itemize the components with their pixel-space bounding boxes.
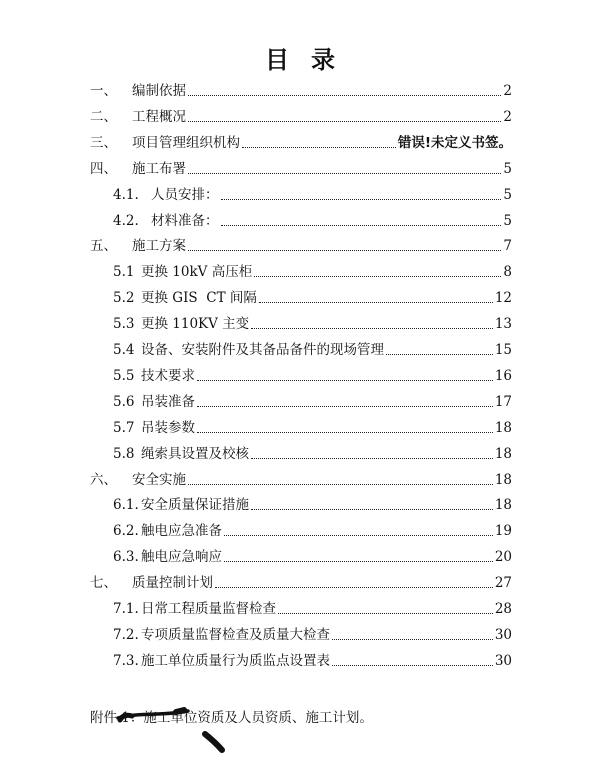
toc-entry-page: 13 [494, 316, 512, 333]
toc-entry-label: 设备、安装附件及其备品备件的现场管理 [141, 342, 384, 358]
toc-leader-dots [224, 535, 493, 536]
toc-entry[interactable] [113, 208, 512, 230]
toc-entry[interactable] [113, 596, 512, 618]
toc-entry-number: 6.2. [113, 523, 139, 540]
toc-leader-dots [197, 432, 493, 433]
toc-entry[interactable] [113, 337, 512, 359]
toc-leader-dots [251, 328, 493, 329]
toc-entry-label: 日常工程质量监督检查 [141, 601, 276, 617]
toc-entry-label: 吊装准备 [141, 393, 195, 410]
toc-entry-label: 编制依据 [132, 83, 186, 99]
toc-leader-dots [188, 95, 501, 96]
toc-entry[interactable] [90, 78, 512, 100]
toc-entry-label: 专项质量监督检查及质量大检查 [141, 626, 330, 643]
toc-leader-dots [188, 250, 501, 251]
toc-entry-label: 触电应急准备 [141, 523, 222, 540]
toc-entry[interactable] [113, 518, 512, 540]
toc-entry[interactable] [90, 570, 512, 592]
toc-entry-label: 更换 110KV 主变 [141, 316, 250, 333]
toc-entry-number: 5.5 [113, 367, 135, 384]
toc-entry[interactable] [113, 622, 512, 644]
toc-entry-label: 施工方案 [132, 238, 186, 255]
toc-leader-dots [386, 354, 493, 355]
toc-entry-label: 绳索具设置及校核 [141, 445, 249, 462]
toc-entry[interactable] [90, 467, 512, 489]
toc-leader-dots [188, 121, 501, 122]
toc-leader-dots [215, 587, 493, 588]
toc-leader-dots [188, 173, 501, 174]
toc-leader-dots [224, 561, 493, 562]
toc-entry[interactable] [113, 441, 512, 463]
toc-entry[interactable] [90, 104, 512, 126]
toc-entry[interactable] [113, 648, 512, 670]
toc-entry-number: 七、 [90, 575, 117, 592]
appendix-line: 附件 1：施工单位资质及人员资质、施工计划。 [90, 710, 373, 726]
toc-entry[interactable] [90, 233, 512, 255]
toc-entry-label: 更换 10kV 高压柜 [141, 264, 253, 281]
toc-entry[interactable] [113, 492, 512, 514]
toc-leader-dots [197, 380, 493, 381]
toc-entry-page: 18 [494, 471, 512, 488]
toc-entry-number: 4.1. [113, 186, 139, 203]
toc-leader-dots [221, 199, 502, 200]
toc-entry-number: 五、 [90, 238, 117, 255]
toc-entry-page: 15 [494, 342, 512, 358]
toc-entry-label: 更换 GIS CT 间隔 [141, 290, 257, 307]
toc-entry-page: 2 [503, 108, 512, 125]
toc-leader-dots [188, 484, 493, 485]
toc-entry[interactable] [113, 363, 512, 385]
toc-entry-page: 18 [494, 497, 512, 514]
toc-entry-number: 5.3 [113, 316, 135, 333]
toc-entry-number: 5.6 [113, 393, 135, 410]
toc-entry-page: 28 [494, 601, 512, 617]
toc-title: 目录 [265, 45, 357, 74]
toc-entry[interactable] [113, 182, 512, 204]
toc-entry-number: 5.8 [113, 445, 135, 462]
toc-entry-number: 5.7 [113, 419, 135, 436]
toc-entry-page: 2 [503, 83, 512, 99]
toc-entry-number: 7.1. [113, 601, 139, 617]
toc-entry-error: 错误!未定义书签。 [397, 134, 512, 151]
toc-entry-label: 施工布署 [132, 160, 186, 177]
toc-leader-dots [251, 458, 493, 459]
toc-entry-page: 5 [503, 160, 512, 177]
toc-entry-label: 触电应急响应 [141, 549, 222, 566]
toc-leader-dots [242, 147, 396, 148]
toc-entry[interactable] [113, 389, 512, 411]
toc-entry-number: 7.2. [113, 626, 139, 643]
toc-entry-number: 六、 [90, 471, 117, 488]
toc-entry-number: 二、 [90, 108, 117, 125]
toc-entry-page: 19 [494, 523, 512, 540]
toc-entry[interactable] [113, 544, 512, 566]
toc-entry-label: 安全质量保证措施 [141, 497, 249, 514]
toc-entry-page: 7 [503, 238, 512, 255]
toc-entry-page: 5 [503, 212, 512, 229]
toc-entry-page: 12 [494, 290, 512, 307]
toc-entry-label: 技术要求 [141, 367, 195, 384]
toc-entry-page: 17 [494, 393, 512, 410]
toc-entry-page: 18 [494, 445, 512, 462]
toc-leader-dots [259, 302, 493, 303]
toc-entry-page: 8 [503, 264, 512, 281]
toc-entry[interactable] [113, 285, 512, 307]
toc-entry-number: 三、 [90, 134, 117, 151]
toc-entry-label: 材料准备： [151, 212, 219, 229]
toc-entry-number: 5.4 [113, 342, 135, 358]
toc-entry[interactable] [90, 130, 512, 152]
toc-entry-page: 30 [494, 652, 512, 669]
toc-entry[interactable] [90, 156, 512, 178]
toc-entry-number: 一、 [90, 83, 117, 99]
toc-leader-dots [278, 613, 493, 614]
toc-leader-dots [197, 406, 493, 407]
toc-entry-label: 吊装参数 [141, 419, 195, 436]
toc-leader-dots [332, 665, 493, 666]
toc-entry-number: 6.1. [113, 497, 139, 514]
toc-entry-label: 质量控制计划 [132, 575, 213, 592]
toc-entry-label: 工程概况 [132, 108, 186, 125]
toc-entry-label: 项目管理组织机构 [132, 134, 240, 151]
toc-entry-number: 四、 [90, 160, 117, 177]
toc-entry[interactable] [113, 259, 512, 281]
toc-entry[interactable] [113, 311, 512, 333]
toc-entry[interactable] [113, 415, 512, 437]
toc-entry-number: 4.2. [113, 212, 139, 229]
toc-entry-label: 施工单位质量行为质监点设置表 [141, 652, 330, 669]
toc-entry-number: 5.1 [113, 264, 135, 281]
toc-entry-page: 16 [494, 367, 512, 384]
toc-entry-number: 5.2 [113, 290, 135, 307]
toc-entry-page: 20 [494, 549, 512, 566]
toc-entry-label: 安全实施 [132, 471, 186, 488]
toc-entry-number: 6.3. [113, 549, 139, 566]
toc-leader-dots [254, 276, 501, 277]
toc-entry-page: 5 [503, 186, 512, 203]
toc-leader-dots [332, 639, 493, 640]
toc-leader-dots [251, 509, 493, 510]
toc-entry-page: 27 [494, 575, 512, 592]
toc-entry-label: 人员安排： [151, 186, 219, 203]
toc-entry-page: 30 [494, 626, 512, 643]
toc-entry-number: 7.3. [113, 652, 139, 669]
toc-entry-page: 18 [494, 419, 512, 436]
toc-leader-dots [221, 225, 502, 226]
